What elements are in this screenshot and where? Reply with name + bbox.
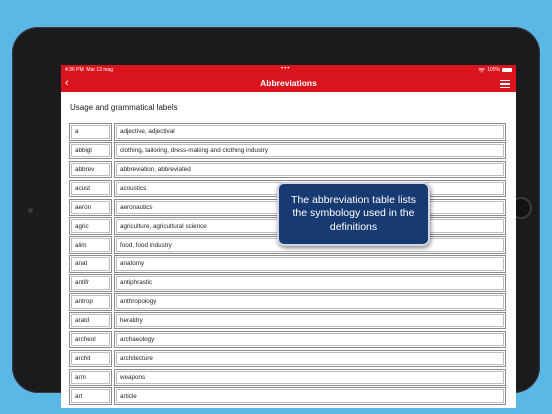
table-row [69, 331, 506, 350]
meaning-cell: acoustics [114, 180, 506, 198]
table-row [69, 274, 506, 293]
meaning-cell: adjective, adjectival [114, 123, 506, 141]
table-row [69, 369, 506, 388]
abbreviation-cell: antrop [69, 293, 112, 311]
meaning-cell: anthropology [114, 293, 506, 311]
meaning-cell: article [114, 387, 506, 405]
info-callout [277, 182, 430, 246]
meaning-cell: architecture [114, 350, 506, 368]
meaning-cell: agriculture, agricultural science [114, 217, 506, 235]
meaning-cell: heraldry [114, 312, 506, 330]
status-time-text: 4:36 PM [65, 67, 84, 73]
battery-icon [502, 68, 512, 72]
status-time [65, 67, 113, 73]
meaning-cell: abbreviation, abbreviated [114, 161, 506, 179]
table-row [69, 387, 506, 406]
meaning-cell: anatomy [114, 255, 506, 273]
table-row [69, 142, 506, 161]
abbreviation-cell: alim [69, 236, 112, 254]
status-bar [61, 65, 516, 75]
abbreviations-table [69, 123, 506, 406]
callout-text: The abbreviation table lists the symbology used in the definitions [291, 193, 416, 233]
page-title: Abbreviations [260, 78, 317, 88]
meaning-cell: archaeology [114, 331, 506, 349]
table-row [69, 123, 506, 142]
table-row [69, 350, 506, 369]
status-right [478, 67, 512, 73]
meaning-cell: weapons [114, 369, 506, 387]
table-row [69, 161, 506, 180]
back-button[interactable]: ‹ [65, 77, 69, 89]
meaning-cell: food, food industry [114, 236, 506, 254]
abbreviation-cell: archit [69, 350, 112, 368]
section-heading: Usage and grammatical labels [70, 103, 178, 112]
ipad-frame [12, 27, 540, 400]
abbreviation-cell: arald [69, 312, 112, 330]
abbreviation-cell: antifr [69, 274, 112, 292]
abbreviation-cell: archeol [69, 331, 112, 349]
abbreviation-cell: aeron [69, 199, 112, 217]
abbreviation-cell: agric [69, 217, 112, 235]
abbreviation-cell: art [69, 387, 112, 405]
abbreviation-cell: arm [69, 369, 112, 387]
abbreviation-cell: abbrev [69, 161, 112, 179]
battery-percent: 100% [487, 67, 500, 73]
hamburger-menu-icon[interactable] [500, 80, 510, 88]
front-camera [28, 208, 33, 213]
status-date-text: Mar 13 mag [86, 67, 114, 73]
wifi-icon [478, 68, 485, 73]
multitasking-dots[interactable]: ••• [281, 66, 291, 72]
navigation-bar [61, 75, 516, 92]
abbreviation-cell: a [69, 123, 112, 141]
abbreviation-cell: abbigl [69, 142, 112, 160]
meaning-cell: aeronautics [114, 199, 506, 217]
abbreviation-cell: acust [69, 180, 112, 198]
table-row [69, 255, 506, 274]
meaning-cell: antiphrastic [114, 274, 506, 292]
table-row [69, 293, 506, 312]
meaning-cell: clothing, tailoring, dress-making and clothing industry [114, 142, 506, 160]
table-row [69, 312, 506, 331]
abbreviation-cell: anat [69, 255, 112, 273]
